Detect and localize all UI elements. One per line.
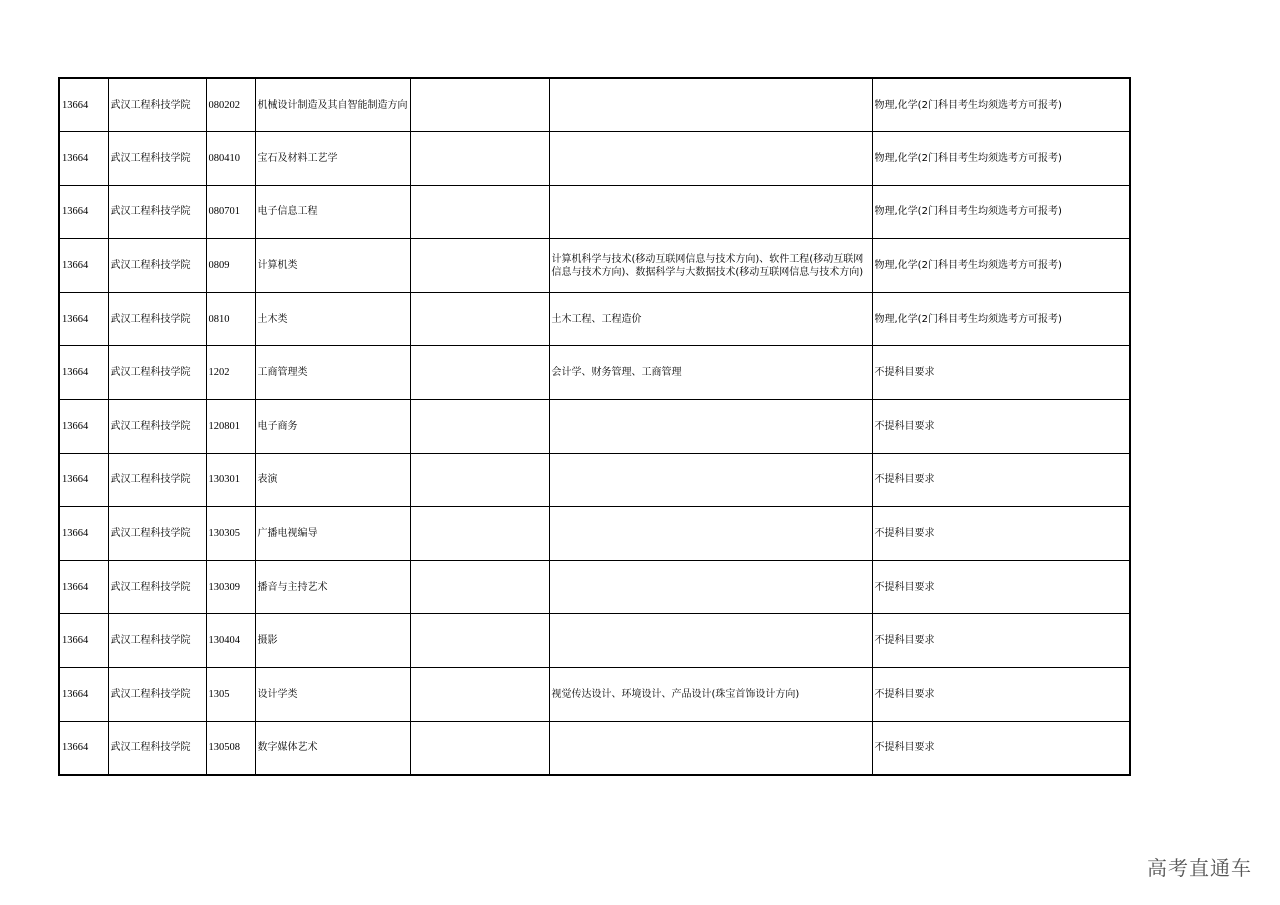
school-code-cell: 13664 — [59, 78, 108, 132]
major-code-cell: 130508 — [206, 721, 255, 775]
direction-cell — [410, 668, 549, 722]
table-row — [59, 185, 1130, 239]
subject-requirement-cell: 物理,化学(2门科目考生均须选考方可报考) — [872, 239, 1130, 293]
included-majors-cell — [549, 507, 872, 561]
school-code-cell: 13664 — [59, 239, 108, 293]
major-code-cell: 1305 — [206, 668, 255, 722]
major-name-cell: 播音与主持艺术 — [255, 560, 410, 614]
table-row — [59, 239, 1130, 293]
major-name-cell: 表演 — [255, 453, 410, 507]
school-name-cell: 武汉工程科技学院 — [108, 239, 206, 293]
school-name-cell: 武汉工程科技学院 — [108, 560, 206, 614]
major-code-cell: 080410 — [206, 132, 255, 186]
school-code-cell: 13664 — [59, 507, 108, 561]
major-code-cell: 130301 — [206, 453, 255, 507]
school-name-cell: 武汉工程科技学院 — [108, 185, 206, 239]
major-name-cell: 设计学类 — [255, 668, 410, 722]
subject-requirement-cell: 不提科目要求 — [872, 507, 1130, 561]
major-code-cell: 0809 — [206, 239, 255, 293]
table-row — [59, 292, 1130, 346]
included-majors-cell — [549, 132, 872, 186]
included-majors-cell — [549, 78, 872, 132]
school-code-cell: 13664 — [59, 132, 108, 186]
school-code-cell: 13664 — [59, 453, 108, 507]
major-name-cell: 机械设计制造及其自智能制造方向 — [255, 78, 410, 132]
direction-cell — [410, 346, 549, 400]
school-name-cell: 武汉工程科技学院 — [108, 78, 206, 132]
direction-cell — [410, 614, 549, 668]
school-name-cell: 武汉工程科技学院 — [108, 132, 206, 186]
table-row — [59, 132, 1130, 186]
table-row — [59, 346, 1130, 400]
major-name-cell: 数字媒体艺术 — [255, 721, 410, 775]
school-name-cell: 武汉工程科技学院 — [108, 507, 206, 561]
subject-requirement-cell: 物理,化学(2门科目考生均须选考方可报考) — [872, 185, 1130, 239]
major-name-cell: 计算机类 — [255, 239, 410, 293]
included-majors-cell — [549, 453, 872, 507]
included-majors-cell — [549, 560, 872, 614]
major-name-cell: 宝石及材料工艺学 — [255, 132, 410, 186]
subject-requirement-cell: 不提科目要求 — [872, 721, 1130, 775]
included-majors-cell: 土木工程、工程造价 — [549, 292, 872, 346]
subject-requirement-cell: 不提科目要求 — [872, 346, 1130, 400]
table-row — [59, 560, 1130, 614]
major-code-cell: 0810 — [206, 292, 255, 346]
table-row — [59, 78, 1130, 132]
included-majors-cell — [549, 721, 872, 775]
direction-cell — [410, 132, 549, 186]
direction-cell — [410, 78, 549, 132]
direction-cell — [410, 400, 549, 454]
major-requirements-table — [58, 77, 1131, 776]
school-name-cell: 武汉工程科技学院 — [108, 721, 206, 775]
school-code-cell: 13664 — [59, 668, 108, 722]
table-body — [59, 78, 1130, 775]
major-code-cell: 130404 — [206, 614, 255, 668]
major-code-cell: 130305 — [206, 507, 255, 561]
major-name-cell: 土木类 — [255, 292, 410, 346]
major-name-cell: 电子信息工程 — [255, 185, 410, 239]
subject-requirement-cell: 不提科目要求 — [872, 400, 1130, 454]
major-name-cell: 工商管理类 — [255, 346, 410, 400]
school-code-cell: 13664 — [59, 346, 108, 400]
direction-cell — [410, 560, 549, 614]
school-name-cell: 武汉工程科技学院 — [108, 400, 206, 454]
subject-requirement-cell: 不提科目要求 — [872, 614, 1130, 668]
school-code-cell: 13664 — [59, 292, 108, 346]
school-name-cell: 武汉工程科技学院 — [108, 453, 206, 507]
school-name-cell: 武汉工程科技学院 — [108, 614, 206, 668]
table-row — [59, 721, 1130, 775]
direction-cell — [410, 721, 549, 775]
included-majors-cell — [549, 614, 872, 668]
school-code-cell: 13664 — [59, 614, 108, 668]
school-code-cell: 13664 — [59, 400, 108, 454]
subject-requirement-cell: 不提科目要求 — [872, 560, 1130, 614]
included-majors-cell — [549, 185, 872, 239]
table-row — [59, 507, 1130, 561]
included-majors-cell — [549, 400, 872, 454]
major-name-cell: 广播电视编导 — [255, 507, 410, 561]
major-code-cell: 1202 — [206, 346, 255, 400]
table-row — [59, 400, 1130, 454]
direction-cell — [410, 292, 549, 346]
school-name-cell: 武汉工程科技学院 — [108, 346, 206, 400]
direction-cell — [410, 239, 549, 293]
direction-cell — [410, 507, 549, 561]
direction-cell — [410, 185, 549, 239]
major-code-cell: 080701 — [206, 185, 255, 239]
table-row — [59, 453, 1130, 507]
watermark-text: 高考直通车 — [1147, 856, 1252, 880]
included-majors-cell: 计算机科学与技术(移动互联网信息与技术方向)、软件工程(移动互联网信息与技术方向)、数据科学与大数据技术(移动互联网信息与技术方向) — [549, 239, 872, 293]
included-majors-cell: 视觉传达设计、环境设计、产品设计(珠宝首饰设计方向) — [549, 668, 872, 722]
subject-requirement-cell: 不提科目要求 — [872, 668, 1130, 722]
school-code-cell: 13664 — [59, 185, 108, 239]
major-code-cell: 130309 — [206, 560, 255, 614]
school-code-cell: 13664 — [59, 721, 108, 775]
subject-requirement-cell: 物理,化学(2门科目考生均须选考方可报考) — [872, 132, 1130, 186]
included-majors-cell: 会计学、财务管理、工商管理 — [549, 346, 872, 400]
table-row — [59, 614, 1130, 668]
school-name-cell: 武汉工程科技学院 — [108, 292, 206, 346]
subject-requirement-cell: 物理,化学(2门科目考生均须选考方可报考) — [872, 292, 1130, 346]
direction-cell — [410, 453, 549, 507]
subject-requirement-cell: 不提科目要求 — [872, 453, 1130, 507]
school-name-cell: 武汉工程科技学院 — [108, 668, 206, 722]
major-code-cell: 080202 — [206, 78, 255, 132]
school-code-cell: 13664 — [59, 560, 108, 614]
major-name-cell: 摄影 — [255, 614, 410, 668]
subject-requirement-cell: 物理,化学(2门科目考生均须选考方可报考) — [872, 78, 1130, 132]
table-row — [59, 668, 1130, 722]
major-code-cell: 120801 — [206, 400, 255, 454]
major-name-cell: 电子商务 — [255, 400, 410, 454]
